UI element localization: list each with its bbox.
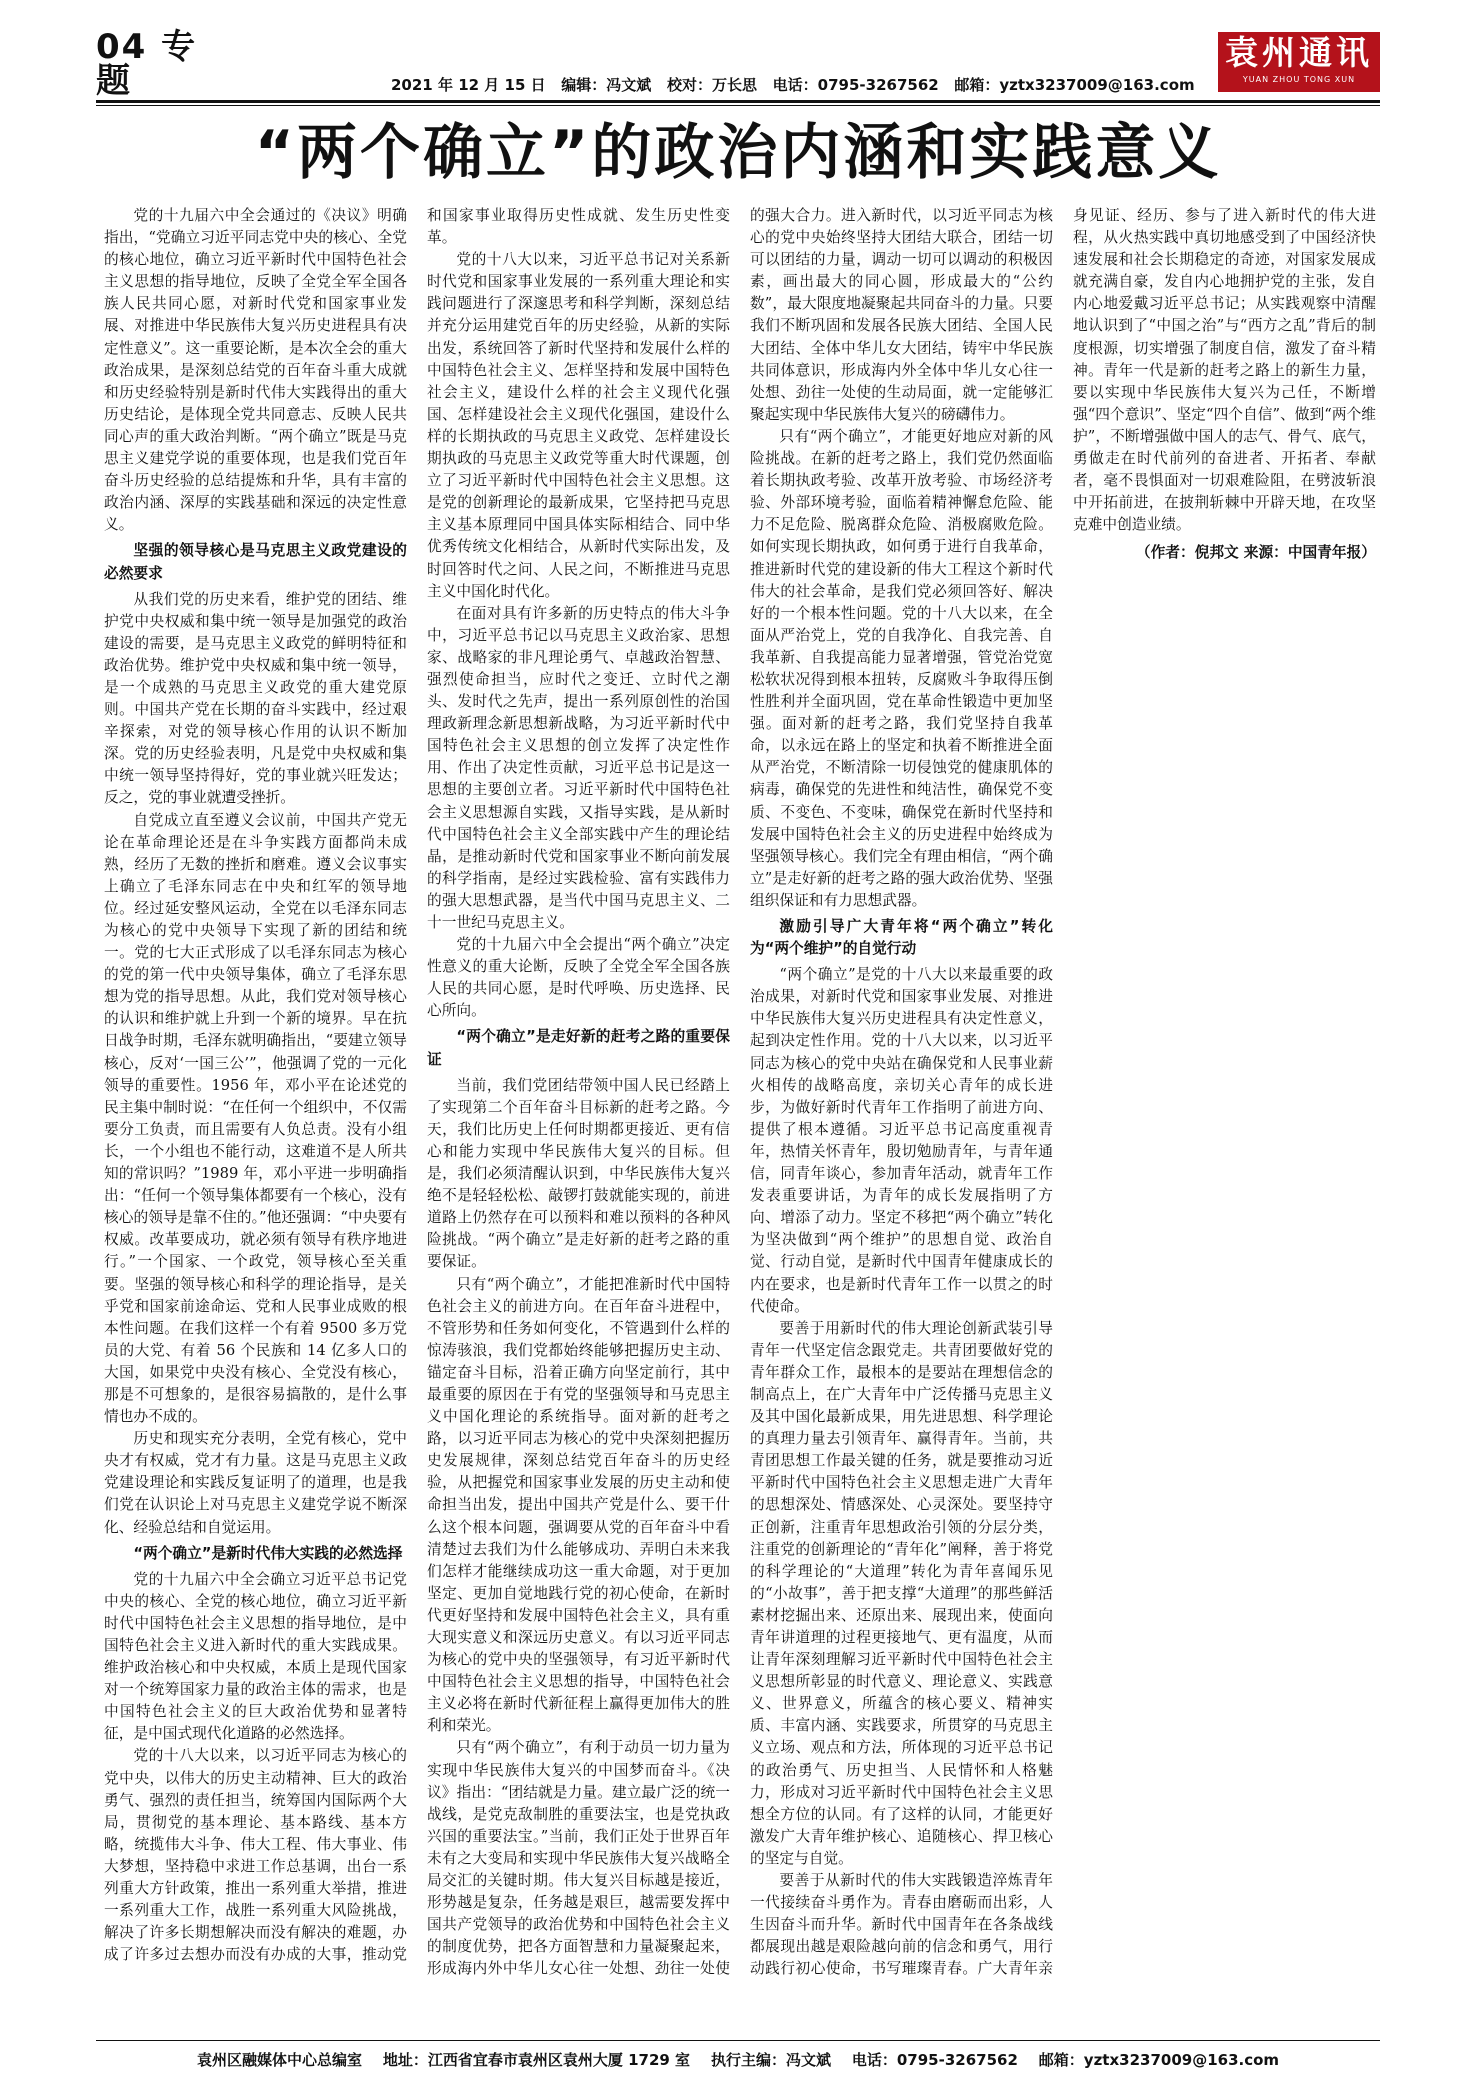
section-name: 专题 bbox=[96, 27, 232, 101]
paragraph: 在面对具有许多新的历史特点的伟大斗争中，习近平总书记以马克思主义政治家、思想家、战略家的非凡理论勇气、卓越政治智慧、强烈使命担当，应时代之变迁、立时代之潮头、发时代之先声，提出一系列原创性的治国理政新理念新思想新战略，为习近平新时代中国特色社会主义思想的创立发挥了决定性作用、作出了决定性贡献，习近平总书记是这一思想的主要创立者。习近平新时代中国特色社会主义思想源自实践，又指导实践，是从新时代中国特色社会主义全部实践中产生的理论结晶，是推动新时代党和国家事业不断向前发展的科学指南，是经过实践检验、富有实践伟力的强大思想武器，是当代中国马克思主义、二十一世纪马克思主义。 bbox=[427, 604, 730, 931]
subheading: 激励引导广大青年将“两个确立”转化为“两个维护”的自觉行动 bbox=[750, 918, 1053, 958]
footer-executive-editor: 执行主编：冯文斌 bbox=[710, 2051, 831, 2069]
logo-subtitle: YUAN ZHOU TONG XUN bbox=[1242, 75, 1356, 84]
paragraph: 只有“两个确立”，才能更好地应对新的风险挑战。在新的赶考之路上，我们党仍然面临着长期执政考验、改革开放考验、市场经济考验、外部环境考验，面临着精神懈怠危险、能力不足危险、脱离群众危险、消极腐败危险。如何实现长期执政，如何勇于进行自我革命，推进新时代党的建设新的伟大工程这个新时代伟大的社会革命，是我们党必须回答好、解决好的一个根本性问题。党的十八大以来，在全面从严治党上，党的自我净化、自我完善、自我革新、自我提高能力显著增强，管党治党宽松软状况得到根本扭转，反腐败斗争取得压倒性胜利并全面巩固，党在革命性锻造中更加坚强。面对新的赶考之路，我们党坚持自我革命，以永远在路上的坚定和执着不断推进全面从严治党，不断清除一切侵蚀党的健康肌体的病毒，确保党的先进性和纯洁性，确保党不变质、不变色、不变味，确保党在新时代坚持和发展中国特色社会主义的历史进程中始终成为坚强领导核心。我们完全有理由相信，“两个确立”是走好新的赶考之路的强大政治优势、坚强组织保证和有力思想武器。 bbox=[750, 427, 1053, 909]
masthead-email: 邮箱：yztx3237009@163.com bbox=[954, 76, 1195, 94]
footer-email: 邮箱：yztx3237009@163.com bbox=[1038, 2051, 1280, 2069]
paragraph: 党的十九届六中全会确立习近平总书记党中央的核心、全党的核心地位，确立习近平新时代中国特色社会主义思想的指导地位，是中国特色社会主义进入新时代的重大实践成果。维护政治核心和中央权威，本质上是现代国家对一个统筹国家力量的政治主体的需求，也是中国特色社会主义的巨大政治优势和显著特征，是中国式现代化道路的必然选择。 bbox=[104, 1570, 407, 1743]
paragraph: 只有“两个确立”，有利于动员一切力量为实现中华民族伟大复兴的中国梦而奋斗。《决议》指出：“团结就是力量。建立最广泛的统一战线，是党克敌制胜的重要法宝，也是党执政兴国的重要法宝。”当前，我们正处于世界百年未有之大变局和实现中华民族伟大复兴战略全局交汇的关键时期。伟大复兴目标越是接近，形势越是复杂，任务越是艰巨，越需要发挥中国共产党领导的政治优势和中国特色社会主义的制度优势，把各方面智慧和力量凝聚起来，形成海内外中华儿女心往一处想、劲往一处使的强大合力。进入新时代，以习近平同志为核心的党中央始终坚持大团结大联合，团结一切可以团结的力量，调动一切可以调动的积极因素，画出最大的同心圆，形成最大的“公约数”，最大限度地凝聚起共同奋斗的力量。只要我们不断巩固和发展各民族大团结、全国人民大团结、全体中华儿女大团结，铸牢中华民族共同体意识，形成海内外全体中华儿女心往一处想、劲往一处使的生动局面，就一定能够汇聚起实现中华民族伟大复兴的磅礴伟力。 bbox=[427, 207, 1053, 1978]
footer-address: 地址：江西省宜春市袁州区袁州大厦 1729 室 bbox=[382, 2051, 691, 2069]
article-headline: “两个确立”的政治内涵和实践意义 bbox=[254, 118, 1222, 188]
header-rule bbox=[96, 100, 1380, 103]
paragraph: 党的十九届六中全会提出“两个确立”决定性意义的重大论断，反映了全党全军全国各族人民的共同心愿，是时代呼唤、历史选择、民心所向。 bbox=[427, 936, 730, 1020]
paragraph: 自党成立直至遵义会议前，中国共产党无论在革命理论还是在斗争实践方面都尚未成熟，经历了无数的挫折和磨难。遵义会议事实上确立了毛泽东同志在中央和红军的领导地位。经过延安整风运动，全党在以毛泽东同志为核心的党中央领导下实现了新的团结和统一。党的七大正式形成了以毛泽东同志为核心的党的第一代中央领导集体，确立了毛泽东思想为党的指导思想。从此，我们党对领导核心的认识和维护就上升到一个新的境界。早在抗日战争时期，毛泽东就明确指出，“要建立领导核心，反对‘一国三公’”，他强调了党的一元化领导的重要性。1956 年，邓小平在论述党的民主集中制时说：“在任何一个组织中，不仅需要分工负责，而且需要有人负总责。没有小组长，一个小组也不能行动，这难道不是人所共知的常识吗？”1989 年，邓小平进一步明确指出：“任何一个领导集体都要有一个核心，没有核心的领导是靠不住的。”他还强调：“中央要有权威。改革要成功，就必须有领导有秩序地进行。”一个国家、一个政党，领导核心至关重要。坚强的领导核心和科学的理论指导，是关乎党和国家前途命运、党和人民事业成败的根本性问题。在我们这样一个有着 9500 多万党员的大党、有着 56 个民族和 14 亿多人口的大国，如果党中央没有核心、全党没有核心，那是不可想象的，是很容易搞散的，是什么事情也办不成的。 bbox=[104, 811, 407, 1426]
subheading: “两个确立”是新时代伟大实践的必然选择 bbox=[133, 1544, 403, 1562]
paragraph: 历史和现实充分表明，全党有核心，党中央才有权威，党才有力量。这是马克思主义政党建设理论和实践反复证明了的道理，也是我们党在认识论上对马克思主义建党学说不断深化、经验总结和自觉运用。 bbox=[104, 1430, 407, 1536]
footer bbox=[96, 2048, 1380, 2072]
author-byline: （作者：倪邦文 来源：中国青年报） bbox=[1135, 544, 1376, 562]
header-rule-thin bbox=[96, 105, 1380, 106]
paragraph: 要善于从新时代的伟大实践锻造淬炼青年一代接续奋斗勇作为。青春由磨砺而出彩，人生因奋斗而升华。新时代中国青年在各条战线都展现出越是艰险越向前的信念和勇气，用行动践行初心使命，书写璀璨青春。广大青年亲身见证、经历、参与了进入新时代的伟大进程，从火热实践中真切地感受到了中国经济快速发展和社会长期稳定的奇迹，对国家发展成就充满自豪，发自内心地拥护党的主张，发自内心地爱戴习近平总书记；从实践观察中清醒地认识到了“中国之治”与“西方之乱”背后的制度根源，切实增强了制度自信，激发了奋斗精神。青年一代是新的赶考之路上的新生力量，要以实现中华民族伟大复兴为己任，不断增强“四个意识”、坚定“四个自信”、做到“两个维护”，不断增强做中国人的志气、骨气、底气，勇做走在时代前列的奋进者、开拓者、奉献者，毫不畏惧面对一切艰难险阻，在劈波斩浪中开拓前进，在披荆斩棘中开辟天地，在攻坚克难中创造业绩。 bbox=[750, 207, 1376, 1978]
paragraph: 党的十九届六中全会通过的《决议》明确指出，“党确立习近平同志党中央的核心、全党的核心地位，确立习近平新时代中国特色社会主义思想的指导地位，反映了全党全军全国各族人民共同心愿，对新时代党和国家事业发展、对推进中华民族伟大复兴历史进程具有决定性意义”。这一重要论断，是本次全会的重大政治成果，是深刻总结党的百年奋斗重大成就和历史经验特别是新时代伟大实践得出的重大历史结论，是体现全党共同意志、反映人民共同心声的重大政治判断。“两个确立”既是马克思主义建党学说的重要体现，也是我们党百年奋斗历史经验的总结提炼和升华，具有丰富的政治内涵、深厚的实践基础和深远的决定性意义。 bbox=[104, 207, 407, 534]
page-number: 04 bbox=[96, 27, 148, 67]
subheading: 坚强的领导核心是马克思主义政党建设的必然要求 bbox=[104, 542, 407, 582]
editor: 编辑：冯文斌 bbox=[561, 76, 652, 94]
masthead-phone: 电话：0795-3267562 bbox=[772, 76, 939, 94]
issue-info bbox=[391, 76, 1195, 98]
masthead bbox=[96, 27, 1380, 101]
footer-publisher: 袁州区融媒体中心总编室 bbox=[196, 2051, 362, 2069]
newspaper-logo bbox=[1218, 32, 1380, 92]
issue-date: 2021 年 12 月 15 日 bbox=[391, 76, 546, 94]
article-body bbox=[104, 205, 1376, 1985]
footer-rule bbox=[96, 2040, 1380, 2041]
paragraph: 从我们党的历史来看，维护党的团结、维护党中央权威和集中统一领导是加强党的政治建设的需要，是马克思主义政党的鲜明特征和政治优势。维护党中央权威和集中统一领导，是一个成熟的马克思主义政党的重大建党原则。中国共产党在长期的奋斗实践中，经过艰辛探索，对党的领导核心作用的认识不断加深。党的历史经验表明，凡是党中央权威和集中统一领导坚持得好，党的事业就兴旺发达；反之，党的事业就遭受挫折。 bbox=[104, 590, 407, 807]
proofreader: 校对：万长思 bbox=[666, 76, 757, 94]
paragraph: 党的十八大以来，习近平总书记对关系新时代党和国家事业发展的一系列重大理论和实践问题进行了深邃思考和科学判断，深刻总结并充分运用建党百年的历史经验，从新的实际出发，系统回答了新时代坚持和发展什么样的中国特色社会主义、怎样坚持和发展中国特色社会主义，建设什么样的社会主义现代化强国、怎样建设社会主义现代化强国，建设什么样的长期执政的马克思主义政党、怎样建设长期执政的马克思主义政党等重大时代课题，创立了习近平新时代中国特色社会主义思想。这是党的创新理论的最新成果，它坚持把马克思主义基本原理同中国具体实际相结合、同中华优秀传统文化相结合，从新时代实际出发，及时回答时代之问、人民之问，不断推进马克思主义中国化时代化。 bbox=[427, 251, 730, 600]
logo-title: 袁州通讯 bbox=[1225, 33, 1373, 72]
paragraph: 当前，我们党团结带领中国人民已经踏上了实现第二个百年奋斗目标新的赶考之路。今天，我们比历史上任何时期都更接近、更有信心和能力实现中华民族伟大复兴的目标。但是，我们必须清醒认识到，中华民族伟大复兴绝不是轻轻松松、敲锣打鼓就能实现的，前进道路上仍然存在可以预料和难以预料的各种风险挑战。“两个确立”是走好新的赶考之路的重要保证。 bbox=[427, 1076, 730, 1271]
paragraph: 只有“两个确立”，才能把准新时代中国特色社会主义的前进方向。在百年奋斗进程中，不管形势和任务如何变化，不管遇到什么样的惊涛骇浪，我们党都始终能够把握历史主动、锚定奋斗目标，沿着正确方向坚定前行，其中最重要的原因在于有党的坚强领导和马克思主义中国化理论的系统指导。面对新的赶考之路，以习近平同志为核心的党中央深刻把握历史发展规律，深刻总结党百年奋斗的历史经验，从把握党和国家事业发展的历史主动和使命担当出发，提出中国共产党是什么、要干什么这个根本问题，强调要从党的百年奋斗中看清楚过去我们为什么能够成功、弄明白未来我们怎样才能继续成功这一重大命题，对于更加坚定、更加自觉地践行党的初心使命，在新时代更好坚持和发展中国特色社会主义，具有重大现实意义和深远历史意义。有以习近平同志为核心的党中央的坚强领导，有习近平新时代中国特色社会主义思想的指导，中国特色社会主义必将在新时代新征程上赢得更加伟大的胜利和荣光。 bbox=[427, 1275, 730, 1735]
subheading: “两个确立”是走好新的赶考之路的重要保证 bbox=[427, 1028, 730, 1068]
paragraph: “两个确立”是党的十八大以来最重要的政治成果，对新时代党和国家事业发展、对推进中华民族伟大复兴历史进程具有决定性意义，起到决定性作用。党的十八大以来，以习近平同志为核心的党中央站在确保党和人民事业薪火相传的战略高度，亲切关心青年的成长进步，为做好新时代青年工作指明了前进方向、提供了根本遵循。习近平总书记高度重视青年，热情关怀青年，殷切勉励青年，与青年通信，同青年谈心，参加青年活动，就青年工作发表重要讲话，为青年的成长发展指明了方向、增添了动力。坚定不移把“两个确立”转化为坚决做到“两个维护”的思想自觉、政治自觉、行动自觉，是新时代中国青年健康成长的内在要求，也是新时代青年工作一以贯之的时代使命。 bbox=[750, 966, 1053, 1315]
footer-phone: 电话：0795-3267562 bbox=[851, 2051, 1018, 2069]
page-section-label bbox=[96, 27, 241, 101]
paragraph: 要善于用新时代的伟大理论创新武装引导青年一代坚定信念跟党走。共青团要做好党的青年群众工作，最根本的是要站在理想信念的制高点上，在广大青年中广泛传播马克思主义及其中国化最新成果，用先进思想、科学理论的真理力量去引领青年、赢得青年。当前，共青团思想工作最关键的任务，就是要推动习近平新时代中国特色社会主义思想走进广大青年的思想深处、情感深处、心灵深处。要坚持守正创新，注重青年思想政治引领的分层分类，注重党的创新理论的“青年化”阐释，善于将党的科学理论的“大道理”转化为青年喜闻乐见的“小故事”，善于把支撑“大道理”的那些鲜活素材挖掘出来、还原出来、展现出来，使面向青年讲道理的过程更接地气、更有温度，从而让青年深刻理解习近平新时代中国特色社会主义思想所彰显的时代意义、理论意义、实践意义、世界意义，所蕴含的核心要义、精神实质、丰富内涵、实践要求，所贯穿的马克思主义立场、观点和方法，所体现的习近平总书记的政治勇气、历史担当、人民情怀和人格魅力，形成对习近平新时代中国特色社会主义思想全方位的认同。有了这样的认同，才能更好激发广大青年维护核心、追随核心、捍卫核心的坚定与自觉。 bbox=[750, 1319, 1053, 1867]
paragraph: 党的十八大以来，以习近平同志为核心的党中央，以伟大的历史主动精神、巨大的政治勇气、强烈的责任担当，统筹国内国际两个大局，贯彻党的基本理论、基本路线、基本方略，统揽伟大斗争、伟大工程、伟大事业、伟大梦想，坚持稳中求进工作总基调，出台一系列重大方针政策，推出一系列重大举措，推进一系列重大工作，战胜一系列重大风险挑战，解决了许多长期想解决而没有解决的难题，办成了许多过去想办而没有办成的大事，推动党和国家事业取得历史性成就、发生历史性变革。 bbox=[104, 207, 730, 1964]
